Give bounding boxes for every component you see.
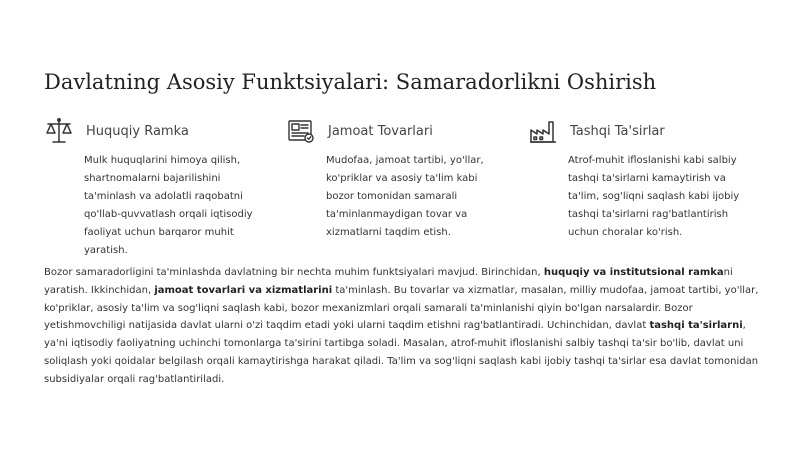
column-header bbox=[286, 116, 506, 146]
column-externalities bbox=[528, 116, 748, 242]
scales-icon bbox=[44, 116, 74, 146]
column-text: Mudofaa, jamoat tartibi, yo'llar, ko'priklar va asosiy ta'lim kabi bozor tomonidan samarali ta'minlanmaydigan tovar va xizmatlarni taqdim etish. bbox=[326, 155, 484, 238]
page-title: Davlatning Asosiy Funktsiyalari: Samaradorlikni Oshirish bbox=[44, 70, 657, 94]
column-header bbox=[528, 116, 748, 146]
paragraph-bold-text: tashqi ta'sirlarni bbox=[649, 320, 743, 332]
paragraph-bold-text: huquqiy va institutsional ramka bbox=[543, 267, 724, 278]
paragraph-text: , ya'ni iqtisodiy faoliyatning uchinchi tomonlarga ta'sirini tartibga soladi. Masalan, atrof-muhit ifloslanishi salbiy tashqi ta'sir bo'lib, davlat uni soliqlash yoki qoidalar belgilash orqali kamaytirishga harakat qiladi. Ta'lim va sog'liqni saqlash kabi ijobiy tashqi ta'sirlar esa davlat tomonidan subsidiyalar orqali rag'batlantiriladi. bbox=[44, 320, 759, 385]
newspaper-icon bbox=[286, 116, 316, 146]
column-text: Mulk huquqlarini himoya qilish, shartnomalarni bajarilishini ta'minlash va adolatli raqobatni qo'llab-quvvatlash orqali iqtisodiy faoliyat uchun barqaror muhit yaratish. bbox=[84, 155, 253, 256]
paragraph-text: Bozor samaradorligini ta'minlashda davlatning bir nechta muhim funktsiyalari mavjud. Birinchidan, bbox=[44, 267, 544, 278]
paragraph-bold-text: jamoat tovarlari va xizmatlarini bbox=[154, 284, 333, 296]
factory-icon bbox=[528, 116, 558, 146]
paragraph-text: ta'minlash. Bu tovarlar va xizmatlar, masalan, milliy mudofaa, jamoat tartibi, yo'llar, ko'priklar, asosiy ta'lim va sog'liqni saqlash kabi, bozor mexanizmlari orqali samarali ta'minlanishi qiyin bo'lgan narsalardir. Bozor yetishmovchiligi natijasida davlat ularni o'zi taqdim etadi yoki ularni taqdim etishni rag'batlantiradi. Uchinchidan, davlat bbox=[44, 284, 759, 332]
column-legal-framework bbox=[44, 116, 264, 260]
column-text: Atrof-muhit ifloslanishi kabi salbiy tashqi ta'sirlarni kamaytirish va ta'lim, sog'liqni saqlash kabi ijobiy tashqi ta'sirlarni rag'batlantirish uchun choralar ko'rish. bbox=[568, 155, 740, 238]
column-title: Huquqiy Ramka bbox=[86, 123, 189, 139]
column-title: Tashqi Ta'sirlar bbox=[570, 123, 665, 139]
body-paragraph bbox=[44, 264, 760, 389]
paragraph-text: ni yaratish. Ikkinchidan, bbox=[44, 267, 733, 296]
column-header bbox=[44, 116, 264, 146]
column-title: Jamoat Tovarlari bbox=[328, 123, 433, 139]
column-public-goods bbox=[286, 116, 506, 242]
